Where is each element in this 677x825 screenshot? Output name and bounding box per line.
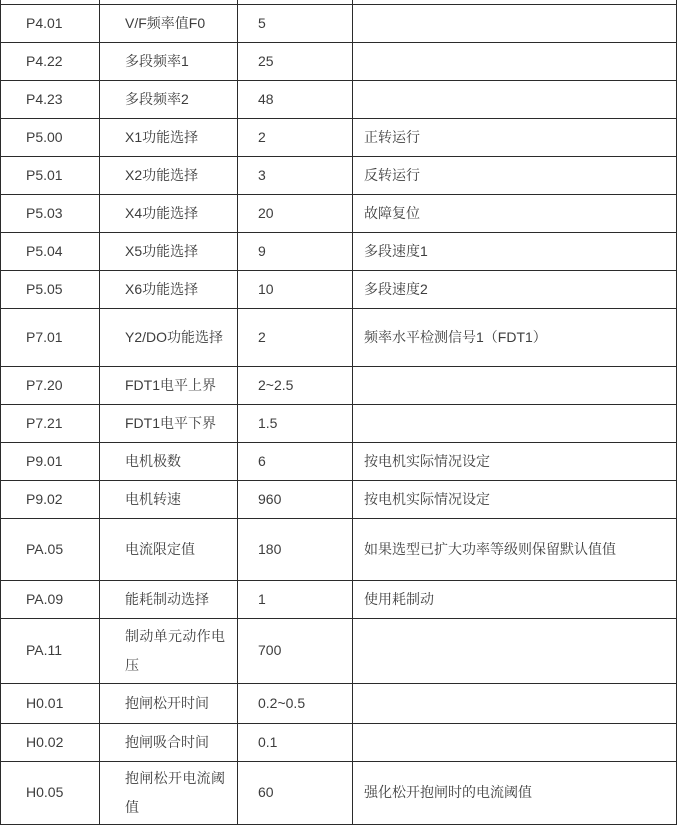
cell-code: H0.02 — [1, 723, 100, 761]
cell-desc: 按电机实际情况设定 — [353, 480, 677, 518]
table-row — [1, 480, 677, 518]
cell-name: 电机转速 — [100, 480, 238, 518]
table-row — [1, 308, 677, 366]
table-row — [1, 580, 677, 618]
cell-desc — [353, 683, 677, 723]
table-row — [1, 270, 677, 308]
cell-name: 抱闸松开电流阈值 — [100, 761, 238, 824]
cell-desc — [353, 723, 677, 761]
cell-desc — [353, 4, 677, 42]
cell-name: 能耗制动选择 — [100, 580, 238, 618]
cell-value: 700 — [238, 618, 353, 683]
table-row — [1, 683, 677, 723]
cell-name: 电机极数 — [100, 442, 238, 480]
cell-desc: 多段速度2 — [353, 270, 677, 308]
cell-code: P5.01 — [1, 156, 100, 194]
cell-desc — [353, 80, 677, 118]
cell-code: PA.11 — [1, 618, 100, 683]
cell-code: P7.20 — [1, 366, 100, 404]
cell-code: P7.01 — [1, 308, 100, 366]
cell-code: P5.03 — [1, 194, 100, 232]
cell-desc — [353, 42, 677, 80]
cell-desc — [353, 404, 677, 442]
cell-value: 6 — [238, 442, 353, 480]
cell-desc: 反转运行 — [353, 156, 677, 194]
cell-name: 抱闸松开时间 — [100, 683, 238, 723]
cell-code: H0.05 — [1, 761, 100, 824]
cell-desc — [353, 618, 677, 683]
cell-value: 25 — [238, 42, 353, 80]
cell-code: P5.00 — [1, 118, 100, 156]
cell-value: 48 — [238, 80, 353, 118]
cell-value: 10 — [238, 270, 353, 308]
cell-desc: 按电机实际情况设定 — [353, 442, 677, 480]
cell-value: 2~2.5 — [238, 366, 353, 404]
table-row — [1, 232, 677, 270]
cell-code: P5.05 — [1, 270, 100, 308]
cell-value: 60 — [238, 761, 353, 824]
cell-desc: 多段速度1 — [353, 232, 677, 270]
parameter-table-body — [1, 0, 677, 824]
cell-code: PA.09 — [1, 580, 100, 618]
cell-name: X6功能选择 — [100, 270, 238, 308]
cell-code: H0.01 — [1, 683, 100, 723]
cell-value: 0.1 — [238, 723, 353, 761]
cell-code: P4.23 — [1, 80, 100, 118]
cell-desc: 故障复位 — [353, 194, 677, 232]
cell-value: 2 — [238, 118, 353, 156]
cell-value: 0.2~0.5 — [238, 683, 353, 723]
cell-code: P4.01 — [1, 4, 100, 42]
table-row — [1, 118, 677, 156]
table-row — [1, 156, 677, 194]
table-row — [1, 366, 677, 404]
table-row — [1, 80, 677, 118]
cell-value: 960 — [238, 480, 353, 518]
cell-name: 多段频率2 — [100, 80, 238, 118]
cell-value: 2 — [238, 308, 353, 366]
cell-desc: 使用耗制动 — [353, 580, 677, 618]
cell-name: 抱闸吸合时间 — [100, 723, 238, 761]
cell-desc — [353, 366, 677, 404]
cell-code: P7.21 — [1, 404, 100, 442]
cell-name: Y2/DO功能选择 — [100, 308, 238, 366]
cell-name: V/F频率值F0 — [100, 4, 238, 42]
cell-name: X2功能选择 — [100, 156, 238, 194]
cell-value: 9 — [238, 232, 353, 270]
cell-desc: 如果选型已扩大功率等级则保留默认值值 — [353, 518, 677, 580]
table-row — [1, 442, 677, 480]
cell-value: 5 — [238, 4, 353, 42]
table-row — [1, 618, 677, 683]
cell-name: FDT1电平上界 — [100, 366, 238, 404]
cell-name: 电流限定值 — [100, 518, 238, 580]
cell-value: 20 — [238, 194, 353, 232]
cell-value: 180 — [238, 518, 353, 580]
cell-code: P4.22 — [1, 42, 100, 80]
cell-code: P9.01 — [1, 442, 100, 480]
cell-value: 3 — [238, 156, 353, 194]
cell-desc: 正转运行 — [353, 118, 677, 156]
cell-name: X5功能选择 — [100, 232, 238, 270]
cell-name: 制动单元动作电压 — [100, 618, 238, 683]
table-row — [1, 404, 677, 442]
cell-name: 多段频率1 — [100, 42, 238, 80]
table-row — [1, 4, 677, 42]
cell-code: P9.02 — [1, 480, 100, 518]
cell-desc: 强化松开抱闸时的电流阈值 — [353, 761, 677, 824]
cell-name: X4功能选择 — [100, 194, 238, 232]
table-row — [1, 42, 677, 80]
cell-code: P5.04 — [1, 232, 100, 270]
cell-name: FDT1电平下界 — [100, 404, 238, 442]
table-row — [1, 761, 677, 824]
cell-value: 1 — [238, 580, 353, 618]
cell-code: PA.05 — [1, 518, 100, 580]
table-row — [1, 194, 677, 232]
cell-desc: 频率水平检测信号1（FDT1） — [353, 308, 677, 366]
table-row — [1, 723, 677, 761]
cell-name: X1功能选择 — [100, 118, 238, 156]
cell-value: 1.5 — [238, 404, 353, 442]
table-row — [1, 518, 677, 580]
